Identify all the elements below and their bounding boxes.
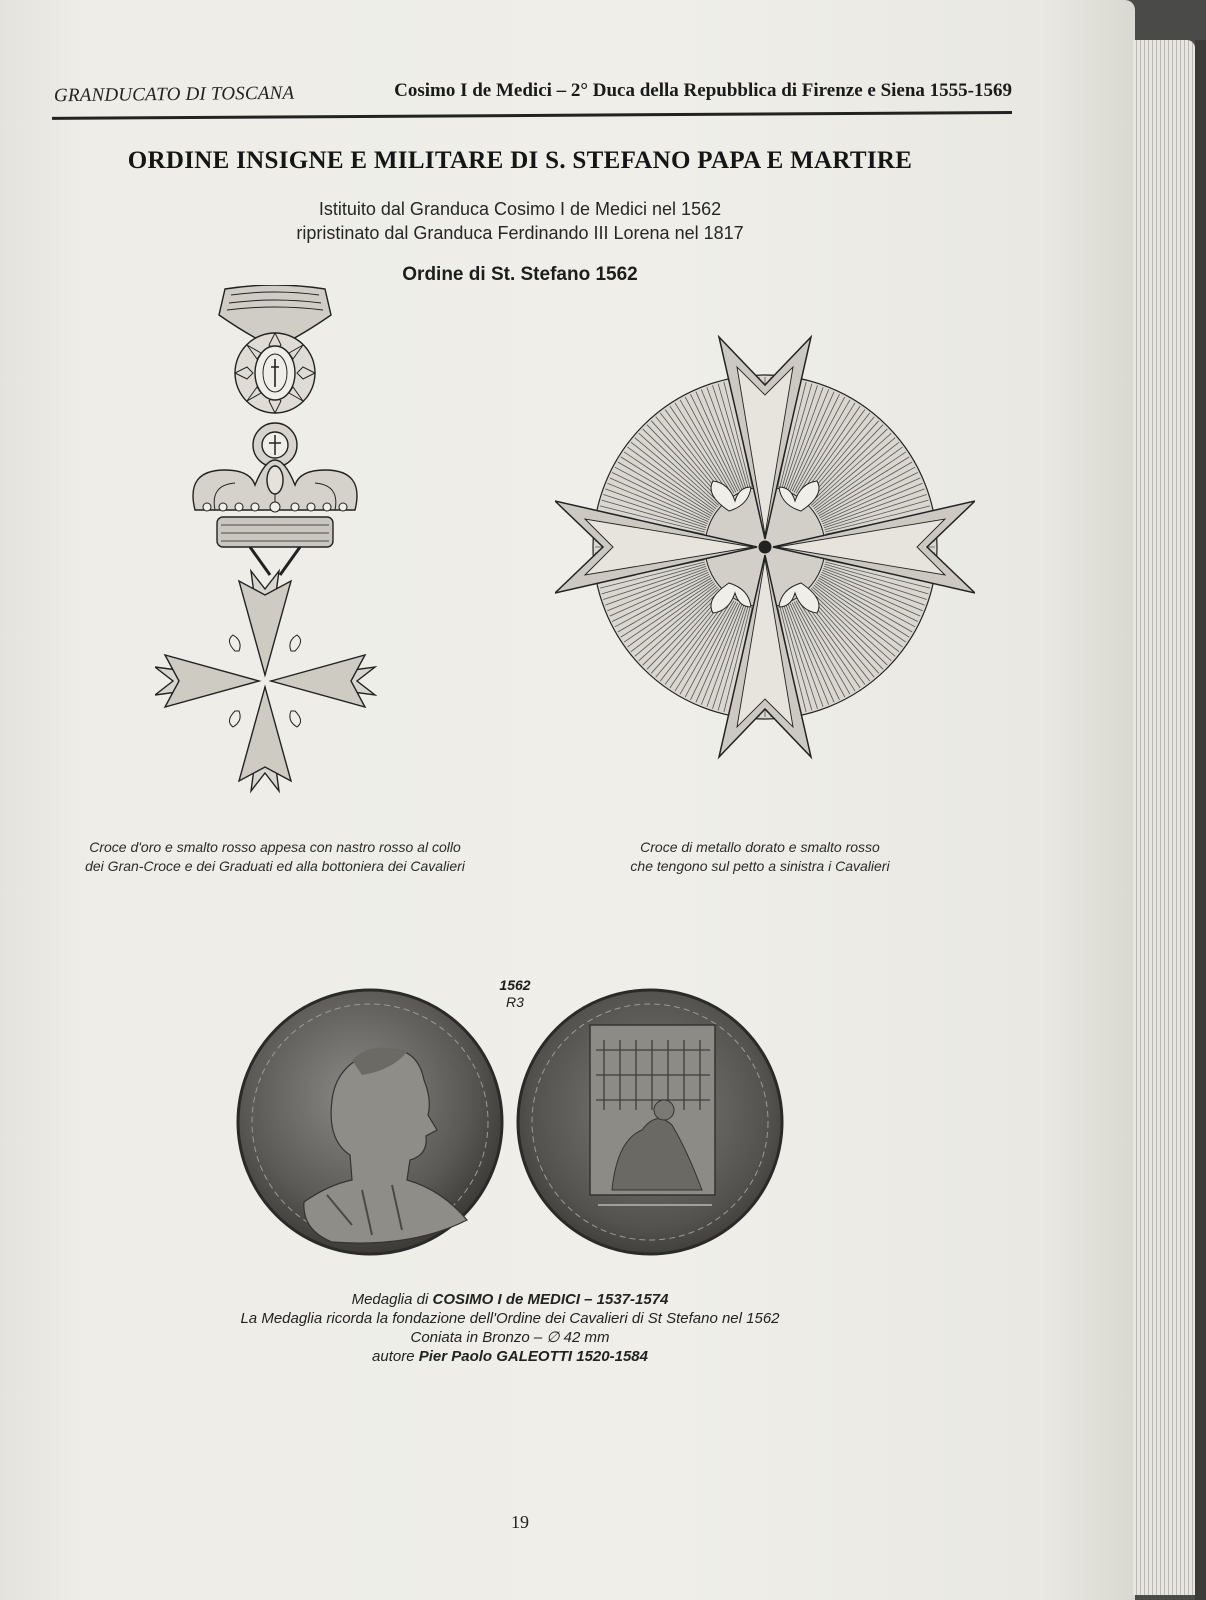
header-section-title: GRANDUCATO DI TOSCANA (53, 82, 295, 107)
medal-subject-name: COSIMO I de MEDICI – 1537-1574 (432, 1291, 669, 1308)
medal-obverse (238, 990, 502, 1254)
medal-caption-line-2: La Medaglia ricorda la fondazione dell'Ordine dei Cavalieri di St Stefano nel 1562 (240, 1310, 780, 1327)
order-star-illustration (555, 335, 975, 760)
medal-caption-line-1 (140, 1290, 880, 1309)
medal-rarity: R3 (506, 994, 524, 1010)
badge-caption (40, 838, 510, 876)
order-badge-illustration (155, 285, 395, 805)
page-edges-shadow (1195, 40, 1206, 1600)
badge-caption-line-2: dei Gran-Croce e dei Graduati ed alla bottoniera dei Cavalieri (85, 858, 465, 874)
star-caption-line-2: che tengono sul petto a sinistra i Cavalieri (630, 858, 890, 874)
badge-caption-line-1: Croce d'oro e smalto rosso appesa con nastro rosso al collo (89, 839, 461, 855)
section-heading: Ordine di St. Stefano 1562 (402, 264, 638, 285)
star-caption (540, 838, 980, 876)
medal-caption-prefix: Medaglia di (351, 1291, 433, 1308)
header-rule (52, 111, 1012, 120)
header-chapter-title: Cosimo I de Medici – 2° Duca della Repubblica di Firenze e Siena 1555-1569 (394, 80, 1012, 101)
medal-author-name: Pier Paolo GALEOTTI 1520-1584 (418, 1348, 648, 1365)
medal-year: 1562 (499, 977, 531, 993)
medal-reverse (518, 990, 782, 1254)
page-title: ORDINE INSIGNE E MILITARE DI S. STEFANO PAPA E MARTIRE (127, 147, 913, 174)
medal-caption-line-3: Coniata in Bronzo – ∅ 42 mm (410, 1329, 610, 1346)
subtitle-line-1: Istituito dal Granduca Cosimo I de Medici nel 1562 (318, 199, 722, 219)
running-header (52, 78, 1012, 118)
medal-caption-line-4 (140, 1347, 880, 1366)
medal-caption (140, 1290, 880, 1366)
subtitle-line-2: ripristinato dal Granduca Ferdinando III Lorena nel 1817 (296, 223, 744, 243)
star-caption-line-1: Croce di metallo dorato e smalto rosso (640, 839, 880, 855)
page-edges (1133, 40, 1195, 1595)
medal-author-prefix: autore (372, 1348, 419, 1365)
page-number: 19 (511, 1512, 529, 1532)
medal-photographs (232, 980, 792, 1270)
